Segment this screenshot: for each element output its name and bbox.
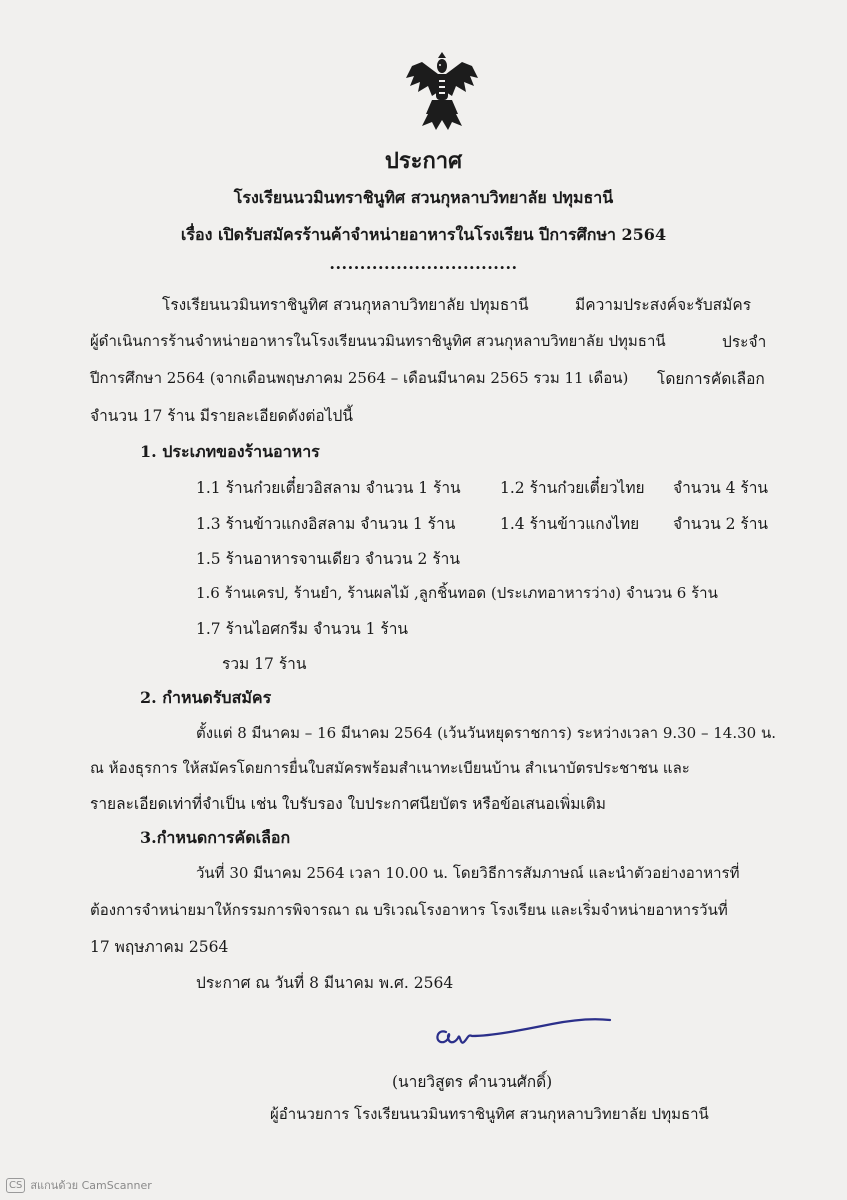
signatory-position: ผู้อำนวยการ โรงเรียนนวมินทราชินูทิศ สวนกุหลาบวิทยาลัย ปทุมธานี: [270, 1105, 709, 1123]
section-2-heading: 2. กำหนดรับสมัคร: [140, 688, 272, 707]
section-3-heading: 3.กำหนดการคัดเลือก: [140, 828, 291, 847]
section-3-line-3: 17 พฤษภาคม 2564: [90, 938, 229, 956]
section-3-line-2: ต้องการจำหน่ายมาให้กรรมการพิจารณา ณ บริเวณโรงอาหาร โรงเรียน และเริ่มจำหน่ายอาหารวันที่: [90, 901, 728, 919]
document-title: ประกาศ: [384, 148, 463, 174]
shop-type-1-3: 1.3 ร้านข้าวแกงอิสลาม จำนวน 1 ร้าน: [196, 515, 456, 533]
garuda-emblem-icon: [402, 52, 482, 132]
intro-line-3-end: โดยการคัดเลือก: [657, 370, 765, 388]
signatory-name: (นายวิสูตร คำนวนศักดิ์): [392, 1073, 553, 1091]
intro-line-2: ผู้ดำเนินการร้านจำหน่ายอาหารในโรงเรียนนวมินทราชินูทิศ สวนกุหลาบวิทยาลัย ปทุมธานี: [90, 332, 666, 350]
shop-type-1-7: 1.7 ร้านไอศกรีม จำนวน 1 ร้าน: [196, 620, 409, 638]
shop-type-1-2-count: จำนวน 4 ร้าน: [673, 479, 769, 497]
shop-type-1-4: 1.4 ร้านข้าวแกงไทย: [500, 515, 640, 533]
section-1-heading: 1. ประเภทของร้านอาหาร: [140, 442, 320, 461]
section-2-line-1: ตั้งแต่ 8 มีนาคม – 16 มีนาคม 2564 (เว้นวันหยุดราชการ) ระหว่างเวลา 9.30 – 14.30 น.: [196, 724, 776, 742]
handwritten-signature: [432, 1010, 612, 1055]
section-3-line-1: วันที่ 30 มีนาคม 2564 เวลา 10.00 น. โดยวิธีการสัมภาษณ์ และนำตัวอย่างอาหารที่: [196, 864, 740, 882]
camscanner-logo-icon: CS: [6, 1178, 25, 1193]
shop-type-1-2: 1.2 ร้านก๋วยเตี๋ยวไทย: [500, 479, 645, 497]
shop-type-1-5: 1.5 ร้านอาหารจานเดียว จำนวน 2 ร้าน: [196, 550, 460, 568]
scanner-watermark: [6, 1176, 152, 1194]
school-name: โรงเรียนนวมินทราชินูทิศ สวนกุหลาบวิทยาลัย ปทุมธานี: [233, 188, 614, 207]
section-2-line-3: รายละเอียดเท่าที่จำเป็น เช่น ใบรับรอง ใบประกาศนียบัตร หรือข้อเสนอเพิ่มเติม: [90, 795, 607, 813]
shop-type-1-1: 1.1 ร้านก๋วยเตี๋ยวอิสลาม จำนวน 1 ร้าน: [196, 479, 461, 497]
intro-line-1-end: มีความประสงค์จะรับสมัคร: [575, 296, 752, 314]
announce-date: ประกาศ ณ วันที่ 8 มีนาคม พ.ศ. 2564: [196, 974, 454, 992]
shop-type-1-4-count: จำนวน 2 ร้าน: [673, 515, 769, 533]
intro-line-3: ปีการศึกษา 2564 (จากเดือนพฤษภาคม 2564 – เดือนมีนาคม 2565 รวม 11 เดือน): [90, 369, 629, 387]
scanner-text: สแกนด้วย CamScanner: [30, 1179, 152, 1192]
shop-total: รวม 17 ร้าน: [222, 655, 307, 673]
intro-line-1: โรงเรียนนวมินทราชินูทิศ สวนกุหลาบวิทยาลัย ปทุมธานี: [162, 296, 529, 314]
subject-line: เรื่อง เปิดรับสมัครร้านค้าจำหน่ายอาหารในโรงเรียน ปีการศึกษา 2564: [180, 225, 667, 244]
separator-dots: ...............................: [329, 254, 518, 273]
shop-type-1-6: 1.6 ร้านเครป, ร้านยำ, ร้านผลไม้ ,ลูกชิ้นทอด (ประเภทอาหารว่าง) จำนวน 6 ร้าน: [196, 584, 718, 602]
intro-line-2-end: ประจำ: [722, 333, 767, 351]
section-2-line-2: ณ ห้องธุรการ ให้สมัครโดยการยื่นใบสมัครพร้อมสำเนาทะเบียนบ้าน สำเนาบัตรประชาชน และ: [90, 759, 690, 777]
intro-line-4: จำนวน 17 ร้าน มีรายละเอียดดังต่อไปนี้: [90, 407, 353, 425]
